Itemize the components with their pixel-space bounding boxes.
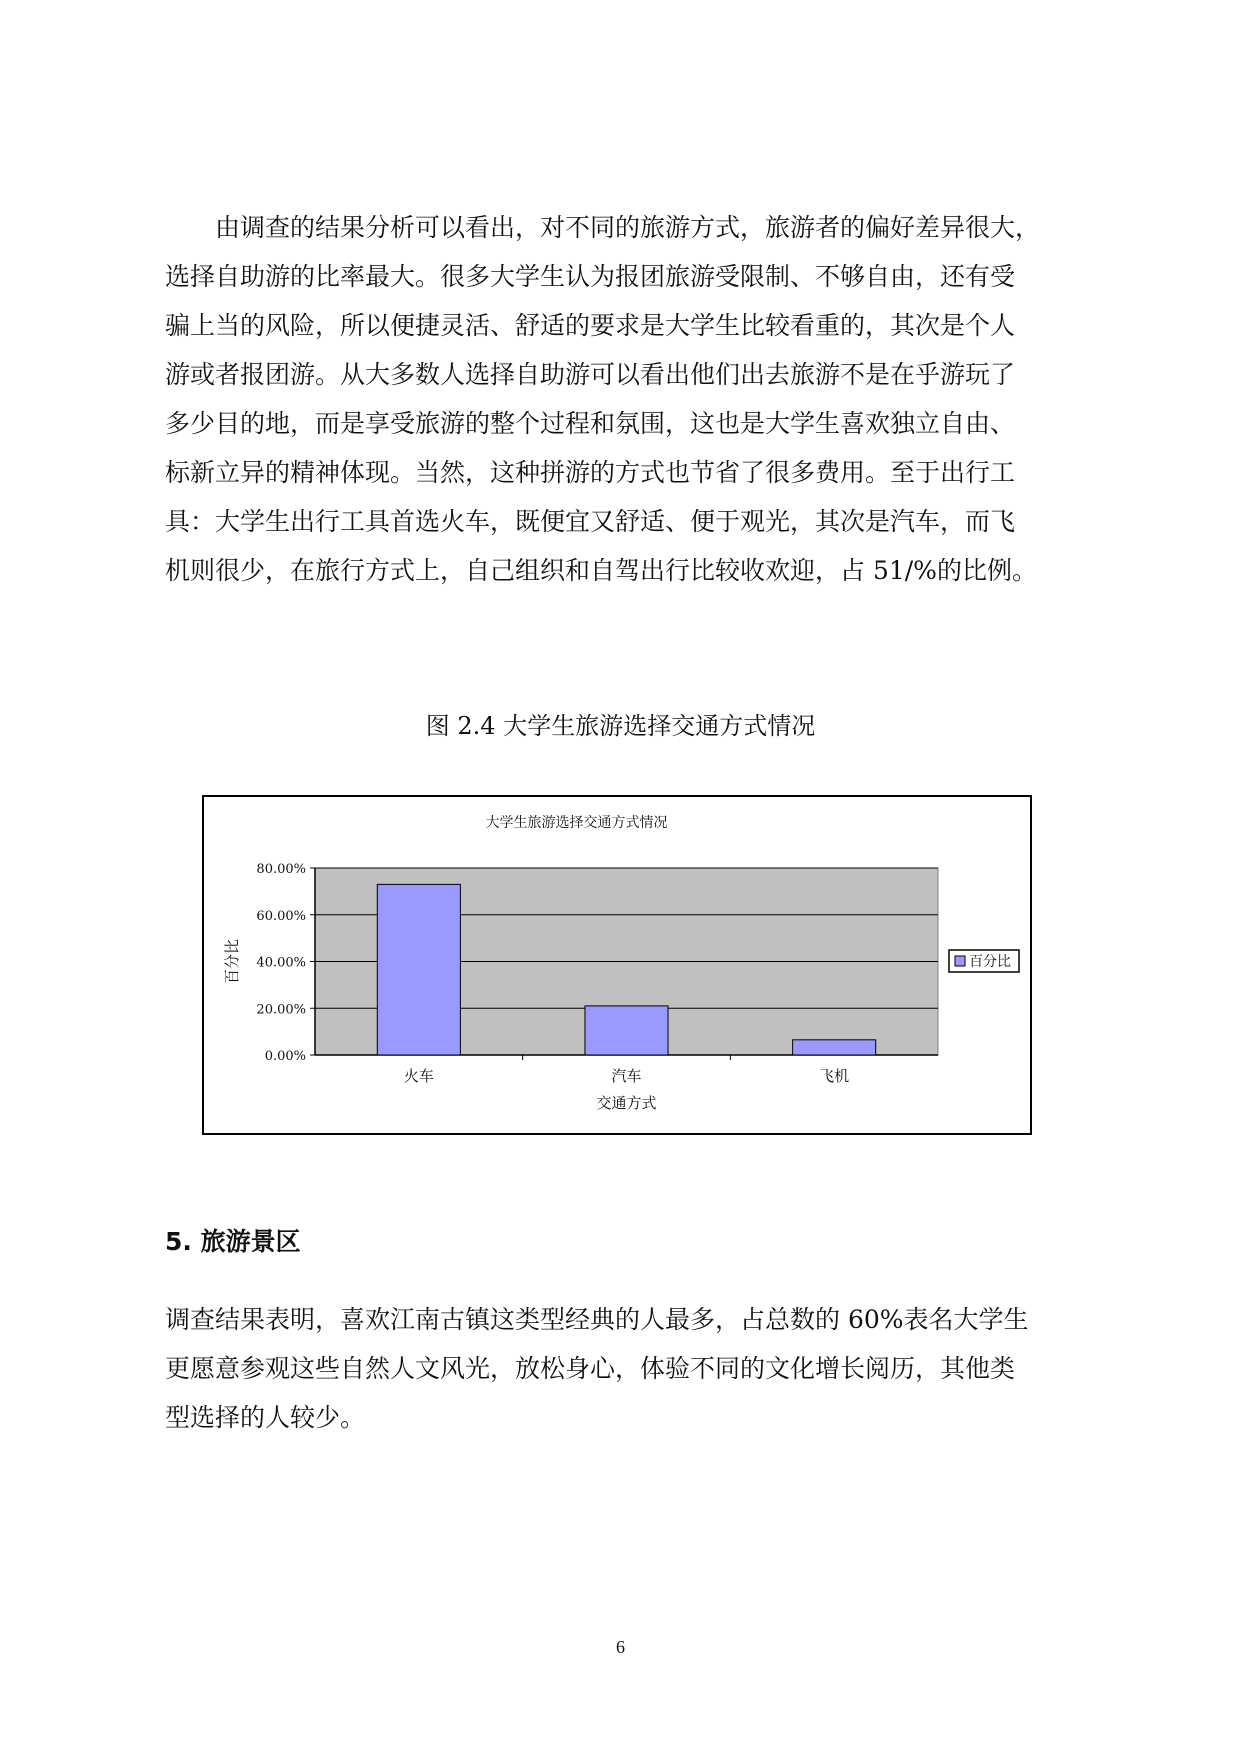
section-heading: 5. 旅游景区: [165, 1227, 301, 1256]
x-tick-label: 汽车: [611, 1067, 642, 1085]
x-axis-label: 交通方式: [596, 1094, 657, 1112]
y-tick-label: 40.00%: [256, 955, 306, 971]
bar: [793, 1040, 876, 1055]
page-number: 6: [616, 1637, 625, 1657]
intro-line: 机则很少，在旅行方式上，自己组织和自驾出行比较收欢迎，占 51/%的比例。: [165, 556, 1037, 585]
intro-line: 骗上当的风险，所以便捷灵活、舒适的要求是大学生比较看重的，其次是个人: [165, 311, 1016, 340]
y-axis-label: 百分比: [223, 938, 241, 985]
chart-title: 大学生旅游选择交通方式情况: [485, 815, 668, 831]
section-line: 更愿意参观这些自然人文风光，放松身心，体验不同的文化增长阅历，其他类: [165, 1354, 1016, 1383]
intro-paragraph: [165, 203, 1041, 595]
y-tick-label: 20.00%: [256, 1002, 306, 1018]
section-line: 调查结果表明，喜欢江南古镇这类型经典的人最多，占总数的 60%表名大学生: [165, 1305, 1029, 1334]
intro-line: 具：大学生出行工具首选火车，既便宜又舒适、便于观光，其次是汽车，而飞: [165, 507, 1016, 536]
bar: [377, 884, 460, 1055]
figure-caption: 图 2.4 大学生旅游选择交通方式情况: [425, 712, 816, 740]
intro-line: 游或者报团游。从大多数人选择自助游可以看出他们出去旅游不是在乎游玩了: [165, 360, 1016, 389]
legend-label: 百分比: [969, 954, 1011, 970]
legend-swatch: [955, 956, 965, 966]
bar: [585, 1006, 668, 1055]
y-tick-label: 80.00%: [256, 862, 306, 877]
section-line: 型选择的人较少。: [165, 1403, 366, 1432]
intro-line: 多少目的地，而是享受旅游的整个过程和氛围，这也是大学生喜欢独立自由、: [165, 409, 1016, 438]
section-paragraph: [165, 1295, 1035, 1442]
bar-chart: [202, 795, 1032, 1135]
chart-canvas: [204, 797, 1030, 1133]
x-tick-label: 飞机: [819, 1067, 850, 1085]
intro-line: 标新立异的精神体现。当然，这种拼游的方式也节省了很多费用。至于出行工: [165, 458, 1016, 487]
y-tick-label: 0.00%: [264, 1049, 306, 1064]
intro-line: 选择自助游的比率最大。很多大学生认为报团旅游受限制、不够自由，还有受: [165, 262, 1016, 291]
x-tick-label: 火车: [403, 1067, 434, 1085]
intro-line: 由调查的结果分析可以看出，对不同的旅游方式，旅游者的偏好差异很大，: [215, 213, 1041, 242]
y-tick-label: 60.00%: [256, 908, 306, 924]
